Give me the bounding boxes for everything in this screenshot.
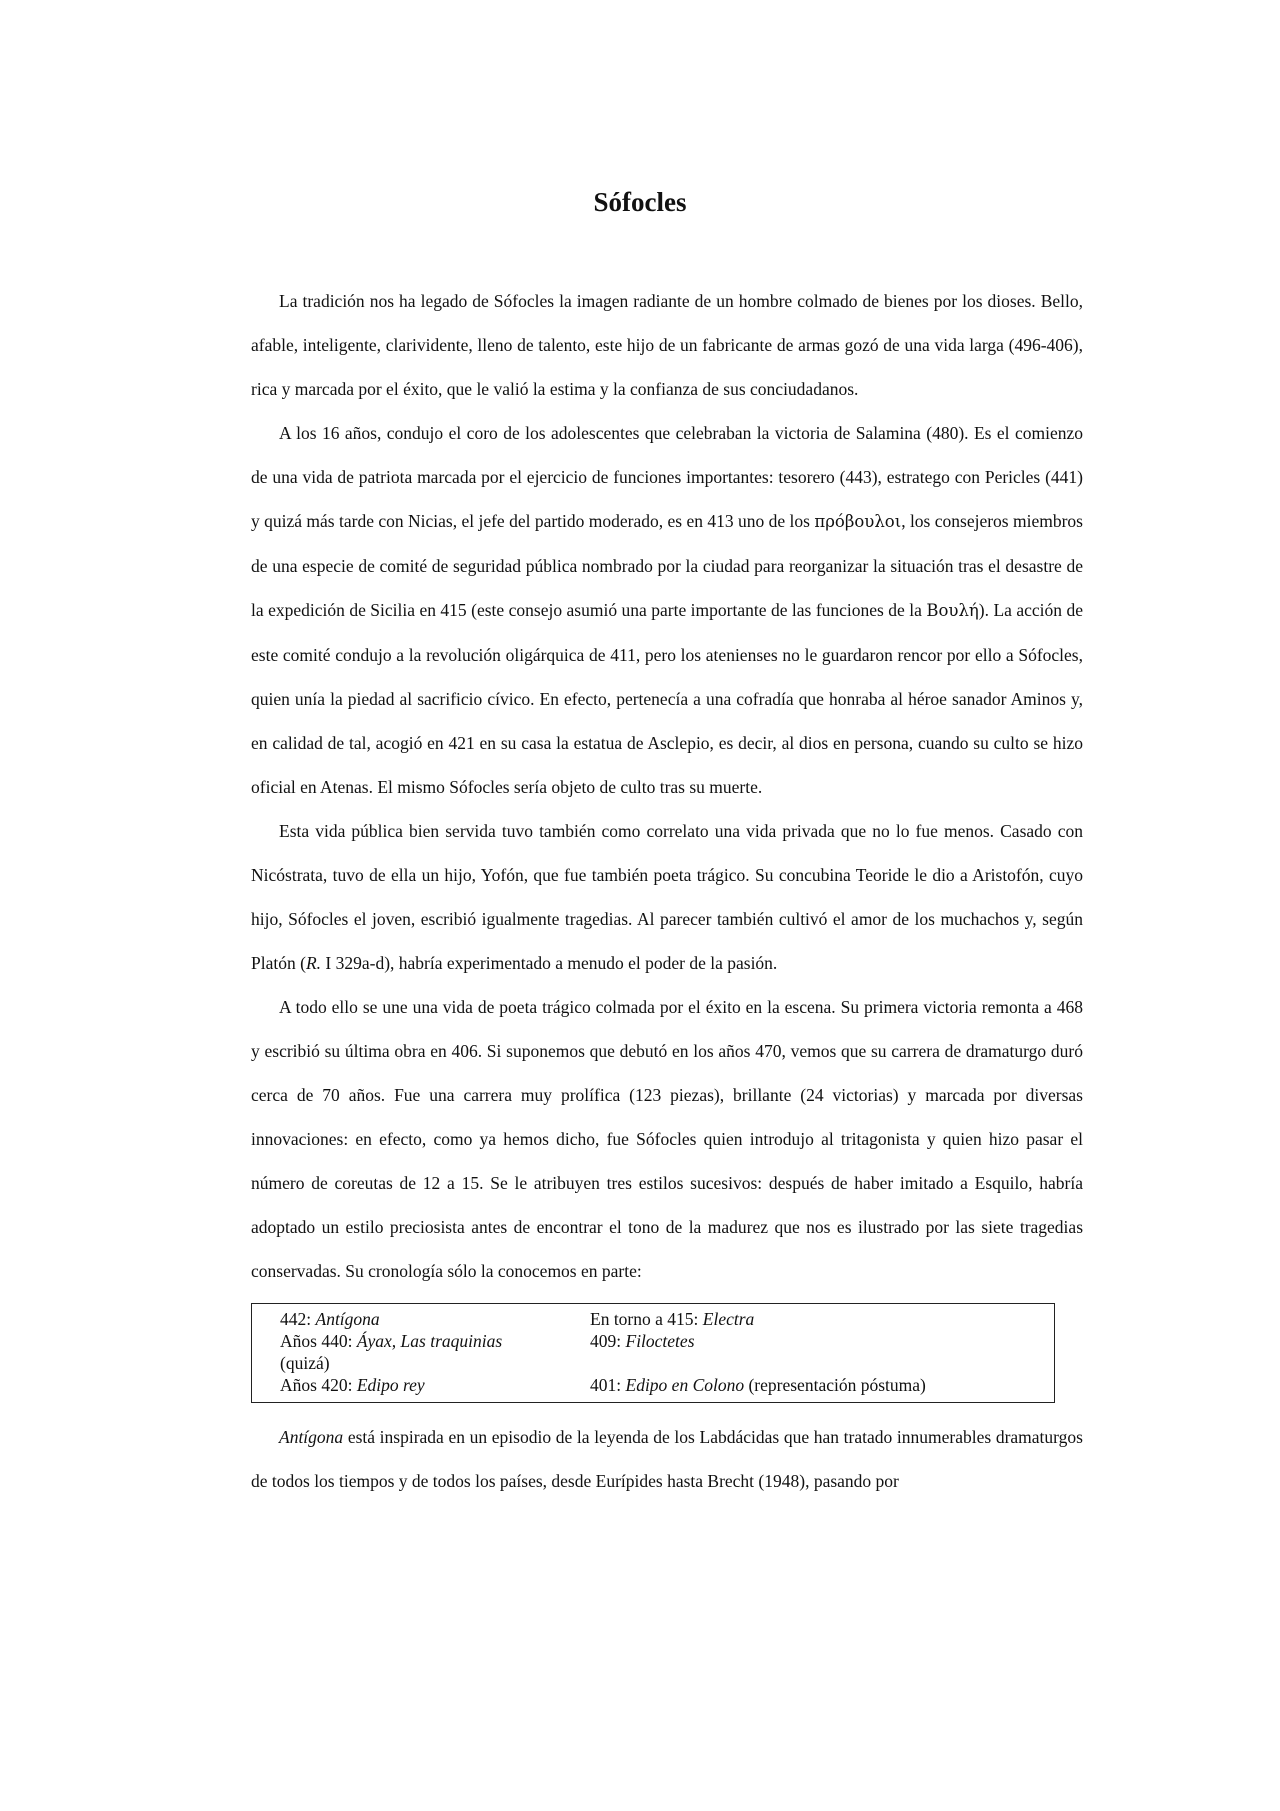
paragraph-5 (251, 1415, 1083, 1503)
chronology-cell-left (280, 1352, 590, 1374)
italic-text: Áyax, Las traquinias (356, 1331, 503, 1351)
chronology-table (251, 1303, 1055, 1403)
chronology-cell-left (280, 1374, 590, 1396)
chronology-cell-right (590, 1374, 1054, 1396)
text-run: 442: (280, 1309, 316, 1329)
italic-text: Antígona (315, 1309, 380, 1329)
document-body (251, 279, 1083, 1503)
text-run: está inspirada en un episodio de la leyenda de los Labdácidas que han tratado innumerables dramaturgos de todos los tiempos y de todos los países, desde Eurípides hasta Brecht (1948), pasando por (251, 1427, 1083, 1491)
text-run: 401: (590, 1375, 626, 1395)
text-run: Años 420: (280, 1375, 357, 1395)
chronology-cell-right (590, 1308, 1054, 1330)
greek-term: πρόβουλοι (814, 512, 902, 531)
text-run: Esta vida pública bien servida tuvo también como correlato una vida privada que no lo fue menos. Casado con Nicóstrata, tuvo de ella un hijo, Yofón, que fue también poeta trágico. Su concubina Teoride le dio a Aristofón, cuyo hijo, Sófocles el joven, escribió igualmente tragedias. Al parecer también cultivó el amor de los muchachos y, según Platón ( (251, 821, 1083, 973)
table-row (280, 1352, 1054, 1374)
greek-term: Βουλή (926, 601, 979, 620)
italic-text: Filoctetes (625, 1331, 695, 1351)
table-row (280, 1374, 1054, 1396)
table-row (280, 1330, 1054, 1352)
chronology-cell-left (280, 1330, 590, 1352)
italic-text: Electra (702, 1309, 755, 1329)
italic-text: Antígona (279, 1427, 344, 1447)
page-title: Sófocles (593, 187, 687, 217)
paragraph-1 (251, 279, 1083, 411)
chronology-cell-left (280, 1308, 590, 1330)
text-run: A los 16 años, condujo el coro de los adolescentes que celebraban la victoria de Salamina (480). Es el comienzo de una vida de patriota marcada por el ejercicio de funciones importantes: tesorero (443), estratego con Pericles (441) y quizá más tarde con Nicias, el jefe del partido moderado, es en 413 uno de los (251, 423, 1083, 531)
text-run: Años 440: (280, 1331, 357, 1351)
text-run: ). La acción de este comité condujo a la revolución oligárquica de 411, pero los atenienses no le guardaron rencor por ello a Sófocles, quien unía la piedad al sacrificio cívico. En efecto, pertenecía a una cofradía que honraba al héroe sanador Aminos y, en calidad de tal, acogió en 421 en su casa la estatua de Asclepio, es decir, al dios en persona, cuando su culto se hizo oficial en Atenas. El mismo Sófocles sería objeto de culto tras su muerte. (251, 600, 1083, 797)
text-run: La tradición nos ha legado de Sófocles la imagen radiante de un hombre colmado de bienes por los dioses. Bello, afable, inteligente, clarividente, lleno de talento, este hijo de un fabricante de armas gozó de una vida larga (496-406), rica y marcada por el éxito, que le valió la estima y la confianza de sus conciudadanos. (251, 291, 1083, 399)
text-run: En torno a 415: (590, 1309, 703, 1329)
italic-text: Edipo en Colono (625, 1375, 745, 1395)
text-run: I 329a-d), habría experimentado a menudo el poder de la pasión. (321, 953, 778, 973)
table-row (280, 1308, 1054, 1330)
text-run: , los consejeros miembros de una especie de comité de seguridad pública nombrado por la ciudad para reorganizar la situación tras el desastre de la expedición de Sicilia en 415 (este consejo asumió una parte importante de las funciones de la (251, 511, 1083, 620)
chronology-table-body (280, 1308, 1054, 1396)
paragraph-4 (251, 985, 1083, 1293)
text-run: (quizá) (280, 1353, 330, 1373)
text-run: 409: (590, 1331, 626, 1351)
text-run: (representación póstuma) (744, 1375, 926, 1395)
italic-text: R. (305, 953, 322, 973)
chronology-cell-right (590, 1330, 1054, 1352)
paragraph-3 (251, 809, 1083, 985)
text-run: A todo ello se une una vida de poeta trágico colmada por el éxito en la escena. Su primera victoria remonta a 468 y escribió su última obra en 406. Si suponemos que debutó en los años 470, vemos que su carrera de dramaturgo duró cerca de 70 años. Fue una carrera muy prolífica (123 piezas), brillante (24 victorias) y marcada por diversas innovaciones: en efecto, como ya hemos dicho, fue Sófocles quien introdujo al tritagonista y quien hizo pasar el número de coreutas de 12 a 15. Se le atribuyen tres estilos sucesivos: después de haber imitado a Esquilo, habría adoptado un estilo preciosista antes de encontrar el tono de la madurez que nos es ilustrado por las siete tragedias conservadas. Su cronología sólo la conocemos en parte: (251, 997, 1083, 1281)
paragraph-2 (251, 411, 1083, 809)
italic-text: Edipo rey (356, 1375, 425, 1395)
chronology-cell-right (590, 1352, 1054, 1374)
